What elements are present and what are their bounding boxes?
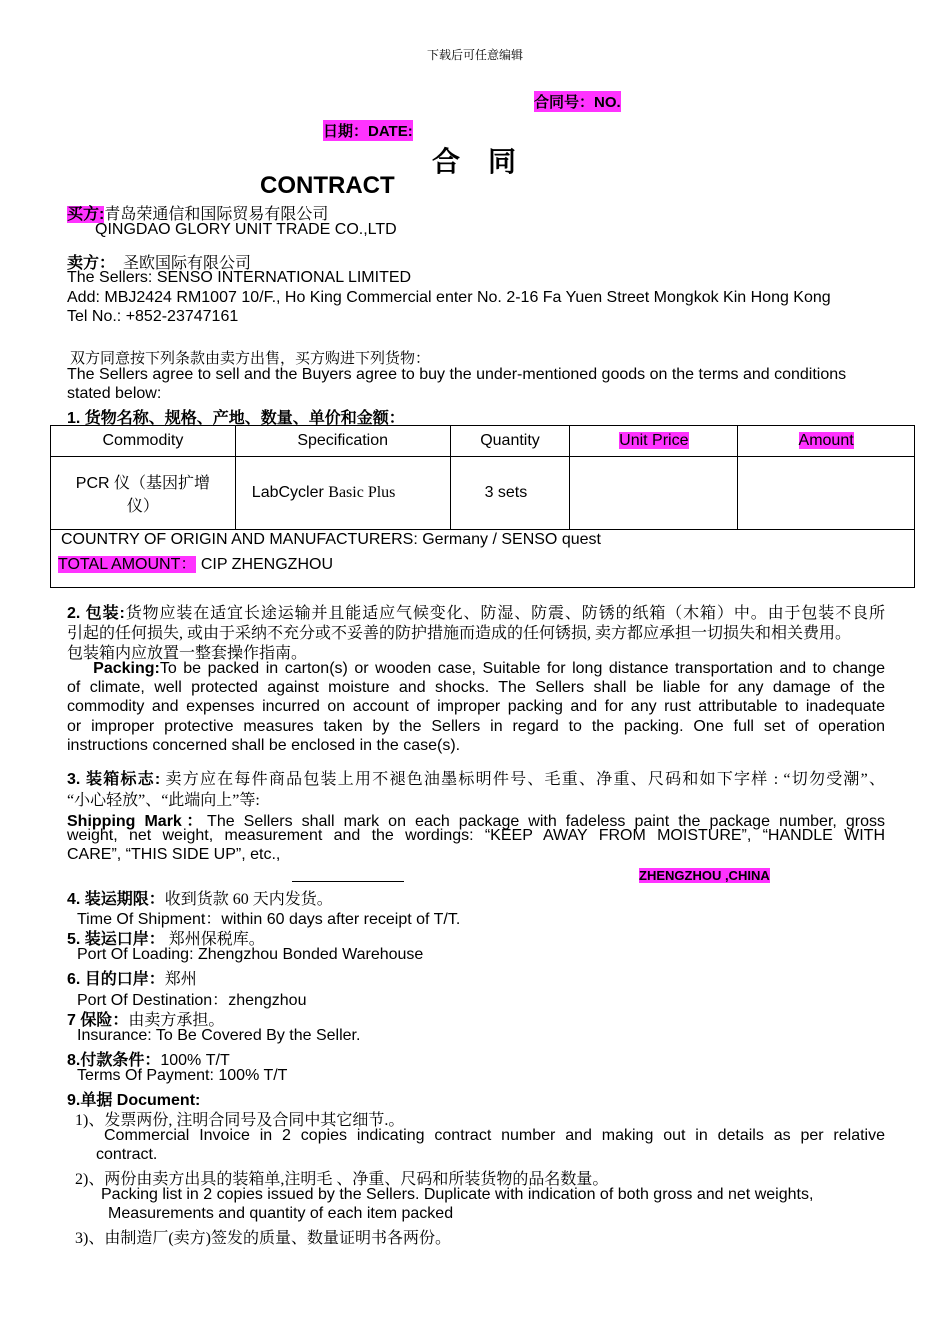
term7-cn: 7 保险：由卖方承担。	[67, 1012, 225, 1029]
header-specification: Specification	[235, 426, 450, 457]
term7-en: Insurance: To Be Covered By the Seller.	[77, 1027, 361, 1044]
cell-commodity	[51, 457, 236, 530]
packing-en-line5: instructions concerned shall be enclosed in the case(s).	[67, 737, 461, 754]
term4-en: Time Of Shipment：within 60 days after receipt of T/T.	[77, 911, 461, 928]
shipping-cn-line1: 3. 装箱标志: 卖方应在每件商品包装上用不褪色油墨标明件号、毛重、净重、尺码和如下字样 : “切勿受潮”、	[67, 771, 885, 788]
origin-line: COUNTRY OF ORIGIN AND MANUFACTURERS: Germany / SENSO quest	[61, 531, 601, 548]
document1-cn: 1)、发票两份, 注明合同号及合同中其它细节.。	[75, 1112, 405, 1129]
destination-mark: ZHENGZHOU ,CHINA	[639, 868, 770, 883]
section1-title: 1. 货物名称、规格、产地、数量、单价和金额：	[67, 410, 405, 427]
seller-name-cn: 圣欧国际有限公司	[123, 255, 252, 272]
total-amount-label: TOTAL AMOUNT：	[58, 556, 197, 573]
seller-name-en: The Sellers: SENSO INTERNATIONAL LIMITED	[67, 269, 412, 286]
packing-en-line4: or improper protective measures taken by the Sellers in regard to the packing. One full set of operation	[67, 718, 885, 735]
table-row	[51, 457, 915, 530]
term6-en: Port Of Destination：zhengzhou	[77, 992, 307, 1009]
cell-amount	[738, 457, 915, 530]
document3-cn: 3)、由制造厂(卖方)签发的质量、数量证明书各两份。	[75, 1230, 451, 1247]
shipping-en-line3: CARE”, “THIS SIDE UP”, etc.,	[67, 846, 281, 863]
document1-en-line2: contract.	[96, 1146, 158, 1163]
header-quantity: Quantity	[450, 426, 570, 457]
title-en: CONTRACT	[260, 172, 395, 199]
seller-label: 卖方：	[67, 255, 116, 272]
seller-address: Add: MBJ2424 RM1007 10/F., Ho King Commercial enter No. 2-16 Fa Yuen Street Mongkok Kin Hong Kong	[67, 289, 831, 306]
shipping-cn-line2: “小心轻放”、“此端向上”等:	[67, 792, 260, 809]
total-amount-line	[58, 551, 333, 574]
agreement-en-line1: The Sellers agree to sell and the Buyers agree to buy the under-mentioned goods on the terms and conditions	[67, 366, 847, 383]
commodity-line1: PCR 仪（基因扩增	[75, 475, 211, 492]
title-cn: 合 同	[432, 147, 517, 178]
commodity-line2: 仪）	[126, 498, 159, 515]
buyer-name-en: QINGDAO GLORY UNIT TRADE CO.,LTD	[95, 221, 397, 238]
term5-en: Port Of Loading: Zhengzhou Bonded Warehouse	[77, 946, 424, 963]
date-label: 日期：DATE:	[323, 120, 413, 141]
term8-en: Terms Of Payment: 100% T/T	[77, 1067, 288, 1084]
term5-cn: 5. 装运口岸： 郑州保税库。	[67, 931, 265, 948]
header-note: 下载后可任意编辑	[426, 48, 523, 62]
packing-en-line2: of climate, well protected against moisture and shocks. The Sellers shall be liable for any damage of the	[67, 679, 885, 696]
table-header-row	[51, 426, 915, 457]
mark-underline	[292, 881, 404, 882]
agreement-cn: 双方同意按下列条款由卖方出售，买方购进下列货物：	[70, 351, 431, 367]
document2-en-line2: Measurements and quantity of each item packed	[108, 1205, 454, 1222]
goods-table	[50, 425, 915, 530]
agreement-en-line2: stated below:	[67, 385, 162, 402]
header-commodity: Commodity	[51, 426, 236, 457]
term6-cn: 6. 目的口岸：郑州	[67, 971, 197, 988]
shipping-en-line2: weight, net weight, measurement and the wordings: “KEEP AWAY FROM MOISTURE”, “HANDLE WITH	[67, 827, 885, 844]
cell-quantity: 3 sets	[450, 457, 570, 530]
packing-cn-line3: 包装箱内应放置一整套操作指南。	[67, 645, 308, 662]
document2-cn: 2)、两份由卖方出具的装箱单,注明毛 、净重、尺码和所装货物的品名数量。	[75, 1171, 609, 1188]
shipping-en-line1: Shipping Mark：The Sellers shall mark on each package with fadeless paint the package number, gross	[67, 813, 886, 830]
documents-title: 9.单据 Document:	[67, 1092, 201, 1109]
cell-unit-price	[570, 457, 738, 530]
packing-cn-line1: 2. 包装:货物应装在适宜长途运输并且能适应气候变化、防湿、防震、防锈的纸箱（木箱）中。由于包装不良所	[67, 605, 885, 622]
term4-cn: 4. 装运期限：收到货款 60 天内发货。	[67, 891, 333, 908]
header-amount: Amount	[738, 426, 915, 457]
buyer-name-cn: 青岛荣通信和国际贸易有限公司	[104, 206, 329, 223]
header-unit-price: Unit Price	[570, 426, 738, 457]
packing-en-line3: commodity and expenses incurred on account of improper packing and for any rust attributable to inadequate	[67, 698, 885, 715]
seller-tel: Tel No.: +852-23747161	[67, 308, 239, 325]
packing-cn-line2: 引起的任何损失, 或由于采纳不充分或不妥善的防护措施而造成的任何锈损, 卖方都应承担一切损失和相关费用。	[67, 625, 852, 642]
buyer-label: 买方:	[67, 206, 105, 223]
document1-en-line1: Commercial Invoice in 2 copies indicating contract number and making out in details as per relative	[104, 1127, 885, 1144]
document2-en-line1: Packing list in 2 copies issued by the Sellers. Duplicate with indication of both gross and net weights,	[101, 1186, 814, 1203]
term8-cn: 8.付款条件：100% T/T	[67, 1052, 230, 1069]
contract-number-label: 合同号：NO.	[534, 91, 621, 112]
packing-en-line1: Packing:To be packed in carton(s) or wooden case, Suitable for long distance transportation and to change	[93, 660, 886, 677]
cell-specification: LabCycler Basic Plus	[235, 457, 450, 530]
total-amount-value: CIP ZHENGZHOU	[196, 556, 333, 573]
